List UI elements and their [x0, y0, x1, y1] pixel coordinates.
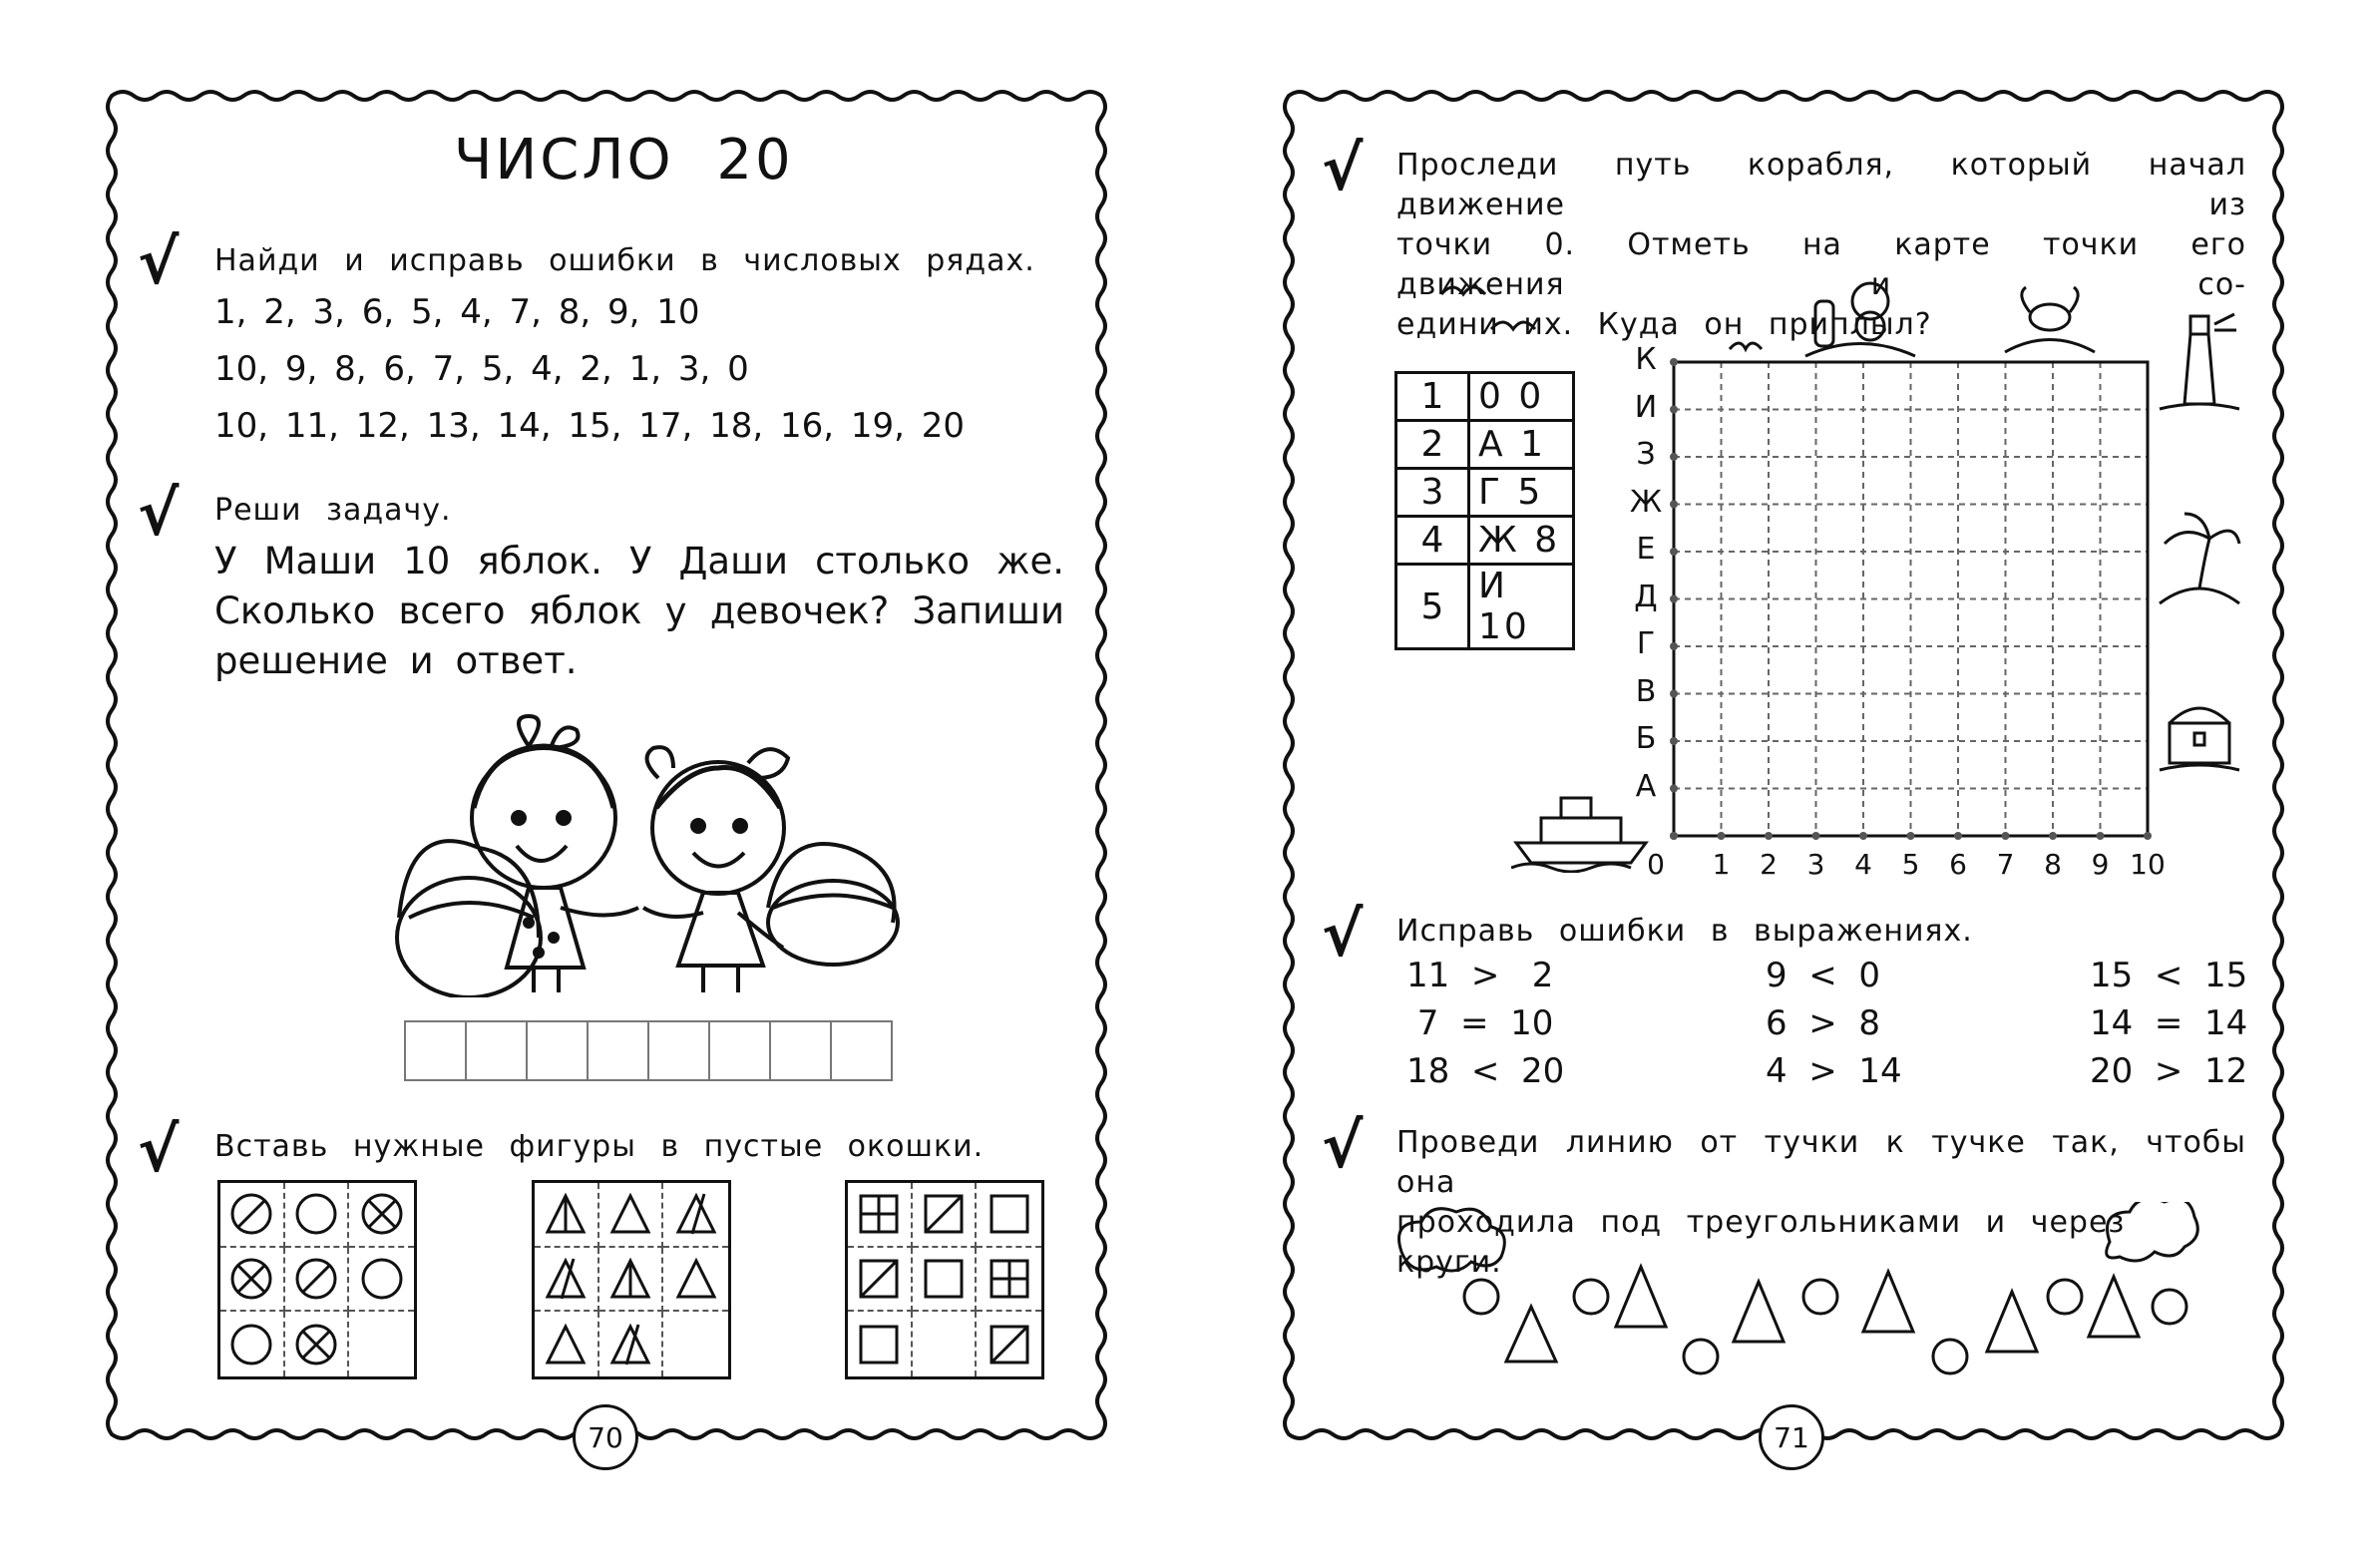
column-label: 4: [1854, 848, 1872, 881]
expression: 11 > 2: [1406, 956, 1554, 995]
column-label: 9: [2091, 848, 2110, 881]
answer-cell[interactable]: [589, 1022, 649, 1079]
instruction-line: Проведи линию от тучки к тучке так, чтобы она: [1396, 1125, 2246, 1200]
axis-dot: [1954, 832, 1962, 840]
axis-dot: [1670, 548, 1678, 556]
axis-dot: [1670, 690, 1678, 698]
page-number: 70: [573, 1404, 638, 1470]
axis-dot: [1670, 501, 1678, 509]
axis-dot: [1670, 595, 1678, 603]
row-label: И: [1634, 389, 1658, 425]
page-title: ЧИСЛО 20: [454, 128, 794, 193]
axis-dot: [1670, 642, 1678, 650]
row-label: К: [1635, 342, 1657, 377]
monkey-island-icon: [1800, 271, 1920, 361]
lighthouse-icon: [2155, 304, 2244, 414]
answer-cell[interactable]: [832, 1022, 891, 1079]
instruction-line: точки 0. Отметь на карте точки его движения и со-: [1396, 227, 2246, 302]
figure-grid-squares: [845, 1180, 1044, 1379]
expression: 20 > 12: [2090, 1051, 2248, 1091]
answer-cell[interactable]: [467, 1022, 528, 1079]
circle-shape: [1933, 1340, 1967, 1373]
column-label: 10: [2130, 848, 2166, 881]
cloud-icon: [2107, 1202, 2198, 1261]
crab-island-icon: [2000, 277, 2100, 357]
expression: 15 < 15: [2090, 956, 2248, 995]
axis-dot: [2002, 832, 2010, 840]
figure-grid-circles: [217, 1180, 417, 1379]
answer-cell[interactable]: [649, 1022, 710, 1079]
column-label: 1: [1712, 848, 1731, 881]
circle-shape: [1684, 1340, 1718, 1373]
check-mark-icon: √: [1322, 1109, 1364, 1182]
row-label: Д: [1634, 579, 1658, 614]
triangle-shape: [1734, 1282, 1784, 1342]
check-mark-icon: √: [138, 477, 180, 550]
cloud-icon: [1399, 1209, 1505, 1271]
instruction-line: проходила под треугольниками и через круги.: [1396, 1205, 2126, 1280]
answer-cell[interactable]: [528, 1022, 589, 1079]
instruction-line: Проследи путь корабля, который начал движение из: [1396, 148, 2246, 222]
row-label: А: [1635, 768, 1657, 804]
expression: 14 = 14: [2090, 1003, 2248, 1043]
empty-cell[interactable]: [663, 1312, 728, 1376]
palm-island-icon: [2155, 509, 2244, 618]
check-mark-icon: √: [1322, 132, 1364, 204]
triangle-shape: [1863, 1272, 1913, 1332]
answer-cell[interactable]: [406, 1022, 467, 1079]
column-label: 0: [1647, 848, 1665, 881]
axis-dot: [1907, 832, 1915, 840]
row-label: Б: [1635, 721, 1657, 756]
word-problem-line: Сколько всего яблок у девочек? Запиши: [214, 589, 1064, 632]
table-row: 2 А 1: [1396, 421, 1574, 469]
row-label: З: [1636, 437, 1656, 472]
circle-shape: [1464, 1280, 1498, 1314]
check-mark-icon: √: [138, 1113, 180, 1186]
check-mark-icon: √: [138, 225, 180, 298]
clouds-shapes-exercise[interactable]: [1391, 1202, 2199, 1391]
girls-with-baskets-illustration: [389, 708, 908, 997]
answer-cell[interactable]: [710, 1022, 771, 1079]
axis-dot: [1765, 832, 1773, 840]
table-row: 1 0 0: [1396, 373, 1574, 421]
word-problem: [214, 537, 1064, 686]
triangle-shape: [1506, 1307, 1556, 1362]
column-label: 7: [1996, 848, 2015, 881]
triangle-shape: [1987, 1292, 2037, 1352]
axis-dot: [2049, 832, 2057, 840]
number-sequence: 10, 11, 12, 13, 14, 15, 17, 18, 16, 19, 20: [214, 406, 966, 446]
axis-dot: [1670, 832, 1678, 840]
axis-dot: [2144, 832, 2152, 840]
instruction-line: едини их. Куда он приплыл?: [1396, 307, 1932, 342]
row-label: Ж: [1629, 484, 1663, 520]
number-sequence: 10, 9, 8, 6, 7, 5, 4, 2, 1, 3, 0: [214, 349, 749, 389]
empty-cell[interactable]: [349, 1312, 414, 1376]
axis-dot: [1859, 832, 1867, 840]
task-instruction: Реши задачу.: [214, 493, 452, 528]
table-row: 5 И 10: [1396, 565, 1574, 649]
answer-box-row[interactable]: [404, 1020, 893, 1081]
column-label: 8: [2044, 848, 2062, 881]
number-sequence: 1, 2, 3, 6, 5, 4, 7, 8, 9, 10: [214, 292, 700, 332]
task-instruction: Исправь ошибки в выражениях.: [1396, 914, 1973, 949]
empty-cell[interactable]: [913, 1312, 978, 1376]
word-problem-line: У Маши 10 яблок. У Даши столько же.: [214, 540, 1064, 583]
seagulls-icon: [1431, 274, 1551, 354]
row-label: Г: [1636, 626, 1656, 661]
check-mark-icon: √: [1322, 898, 1364, 971]
coordinates-table: [1394, 371, 1575, 650]
seagull-icon: [1726, 319, 1766, 359]
task-instruction: Вставь нужные фигуры в пустые окошки.: [214, 1129, 985, 1164]
column-label: 2: [1760, 848, 1778, 881]
column-label: 5: [1901, 848, 1920, 881]
triangle-shape: [2089, 1277, 2139, 1337]
axis-dot: [1670, 406, 1678, 414]
column-label: 3: [1806, 848, 1825, 881]
expression: 9 < 0: [1766, 956, 1880, 995]
table-row: 3 Г 5: [1396, 469, 1574, 517]
expression: 7 = 10: [1406, 1003, 1554, 1043]
axis-dot: [1670, 737, 1678, 745]
axis-dot: [1812, 832, 1820, 840]
table-row: 4 Ж 8: [1396, 517, 1574, 565]
task-instruction: Найди и исправь ошибки в числовых рядах.: [214, 243, 1035, 278]
figure-grid-triangles: [532, 1180, 731, 1379]
column-label: 6: [1949, 848, 1967, 881]
circle-shape: [2153, 1290, 2186, 1324]
expression: 18 < 20: [1406, 1051, 1565, 1091]
expression: 4 > 14: [1766, 1051, 1902, 1091]
axis-dot: [1670, 358, 1678, 366]
row-label: Е: [1636, 532, 1656, 567]
answer-cell[interactable]: [771, 1022, 832, 1079]
map-grid[interactable]: [1666, 354, 2165, 853]
axis-dot: [2097, 832, 2105, 840]
circle-shape: [2048, 1280, 2082, 1314]
expression: 6 > 8: [1766, 1003, 1880, 1043]
triangle-shape: [1616, 1267, 1666, 1327]
row-label: В: [1635, 673, 1657, 709]
axis-dot: [1670, 785, 1678, 793]
circle-shape: [1803, 1280, 1837, 1314]
circle-shape: [1574, 1280, 1608, 1314]
axis-dot: [1718, 832, 1726, 840]
axis-dot: [1670, 453, 1678, 461]
ship-icon: [1511, 773, 1651, 873]
treasure-chest-icon: [2155, 688, 2244, 778]
page-number: 71: [1759, 1404, 1824, 1470]
word-problem-line: решение и ответ.: [214, 639, 578, 682]
